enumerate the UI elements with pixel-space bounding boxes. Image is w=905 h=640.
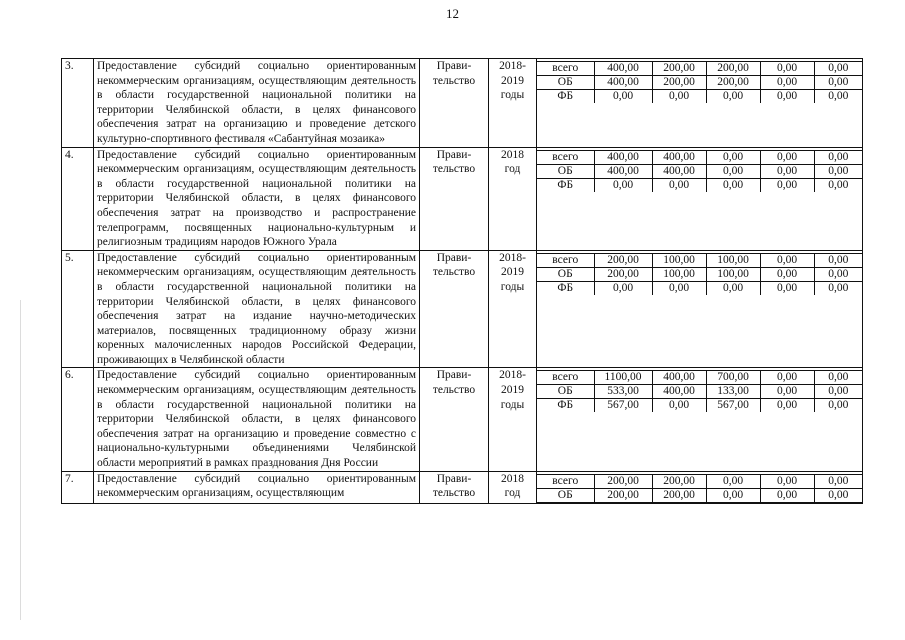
funding-amount: 200,00 <box>652 474 706 488</box>
funding-amount: 400,00 <box>594 76 652 90</box>
funding-source: всего <box>537 371 594 385</box>
financing-cell <box>537 250 863 368</box>
funding-amount: 0,00 <box>706 281 760 295</box>
funding-amount: 100,00 <box>706 267 760 281</box>
executor: Прави-тельство <box>420 59 489 148</box>
funding-amount: 0,00 <box>814 90 862 104</box>
funding-source: ОБ <box>537 488 594 502</box>
table-row <box>62 250 863 368</box>
table-row <box>62 147 863 250</box>
financing-row <box>537 253 862 267</box>
financing-row <box>537 474 862 488</box>
financing-table <box>537 61 862 103</box>
measure-description: Предоставление субсидий социально ориентированным некоммерческим организациям, осуществляющим деятельность в области государственной национальной политики на территории Челябинской области, в целях финансового обеспечения затрат на производство и распространение телепрограмм, посвященных национально-культурным и религиозным традициям народов Южного Урала <box>94 147 420 250</box>
table-row <box>62 59 863 148</box>
funding-amount: 0,00 <box>760 371 814 385</box>
funding-amount: 0,00 <box>760 385 814 399</box>
funding-amount: 0,00 <box>652 90 706 104</box>
financing-row <box>537 281 862 295</box>
funding-amount: 200,00 <box>652 62 706 76</box>
financing-row <box>537 90 862 104</box>
funding-amount: 0,00 <box>706 178 760 192</box>
funding-amount: 567,00 <box>706 399 760 413</box>
scan-margin-line <box>20 300 21 620</box>
financing-row <box>537 150 862 164</box>
funding-amount: 0,00 <box>814 474 862 488</box>
funding-amount: 400,00 <box>652 164 706 178</box>
page-number: 12 <box>446 6 459 21</box>
funding-amount: 0,00 <box>760 488 814 502</box>
funding-amount: 200,00 <box>594 488 652 502</box>
funding-amount: 0,00 <box>652 178 706 192</box>
funding-amount: 0,00 <box>706 474 760 488</box>
funding-amount: 0,00 <box>814 62 862 76</box>
financing-cell <box>537 368 863 471</box>
funding-amount: 100,00 <box>706 253 760 267</box>
executor: Прави-тельство <box>420 368 489 471</box>
funding-source: ФБ <box>537 90 594 104</box>
funding-amount: 0,00 <box>814 281 862 295</box>
financing-row <box>537 267 862 281</box>
funding-amount: 0,00 <box>814 371 862 385</box>
implementation-period: 2018 год <box>489 471 537 503</box>
funding-amount: 0,00 <box>760 62 814 76</box>
financing-table <box>537 370 862 412</box>
funding-amount: 0,00 <box>706 90 760 104</box>
financing-row <box>537 385 862 399</box>
measure-description: Предоставление субсидий социально ориентированным некоммерческим организациям, осуществляющим <box>94 471 420 503</box>
funding-amount: 0,00 <box>814 385 862 399</box>
funding-amount: 0,00 <box>760 164 814 178</box>
financing-row <box>537 399 862 413</box>
funding-amount: 200,00 <box>594 267 652 281</box>
funding-amount: 200,00 <box>706 62 760 76</box>
funding-amount: 0,00 <box>594 281 652 295</box>
financing-row <box>537 488 862 502</box>
funding-source: ФБ <box>537 281 594 295</box>
implementation-period: 2018 год <box>489 147 537 250</box>
funding-source: всего <box>537 150 594 164</box>
funding-amount: 0,00 <box>760 399 814 413</box>
funding-amount: 200,00 <box>652 76 706 90</box>
financing-cell <box>537 471 863 503</box>
funding-amount: 0,00 <box>814 399 862 413</box>
funding-amount: 0,00 <box>760 267 814 281</box>
funding-amount: 200,00 <box>706 76 760 90</box>
funding-amount: 0,00 <box>814 488 862 502</box>
implementation-period: 2018-2019 годы <box>489 59 537 148</box>
funding-amount: 533,00 <box>594 385 652 399</box>
funding-amount: 0,00 <box>594 90 652 104</box>
table-row <box>62 368 863 471</box>
funding-amount: 200,00 <box>594 474 652 488</box>
row-number: 3. <box>62 59 94 148</box>
funding-amount: 400,00 <box>652 385 706 399</box>
financing-cell <box>537 59 863 148</box>
funding-amount: 0,00 <box>814 164 862 178</box>
funding-amount: 0,00 <box>706 488 760 502</box>
executor: Прави-тельство <box>420 471 489 503</box>
funding-amount: 0,00 <box>594 178 652 192</box>
funding-amount: 0,00 <box>760 178 814 192</box>
funding-source: всего <box>537 253 594 267</box>
funding-source: ФБ <box>537 399 594 413</box>
implementation-period: 2018-2019 годы <box>489 368 537 471</box>
funding-amount: 0,00 <box>652 399 706 413</box>
funding-amount: 400,00 <box>652 371 706 385</box>
funding-amount: 0,00 <box>814 253 862 267</box>
financing-table <box>537 253 862 295</box>
funding-amount: 200,00 <box>594 253 652 267</box>
funding-amount: 0,00 <box>814 178 862 192</box>
funding-amount: 0,00 <box>760 281 814 295</box>
financing-row <box>537 178 862 192</box>
funding-amount: 200,00 <box>652 488 706 502</box>
measure-description: Предоставление субсидий социально ориентированным некоммерческим организациям, осуществляющим деятельность в области государственной национальной политики на территории Челябинской области, в целях финансового обеспечения затрат на организацию и проведение детского культурно-спортивного фестиваля «Сабантуйная мозаика» <box>94 59 420 148</box>
funding-amount: 0,00 <box>814 150 862 164</box>
funding-amount: 0,00 <box>652 281 706 295</box>
funding-amount: 0,00 <box>760 76 814 90</box>
funding-amount: 0,00 <box>706 150 760 164</box>
funding-amount: 0,00 <box>814 267 862 281</box>
row-number: 4. <box>62 147 94 250</box>
funding-amount: 1100,00 <box>594 371 652 385</box>
funding-source: ОБ <box>537 76 594 90</box>
funding-source: ОБ <box>537 385 594 399</box>
financing-table <box>537 150 862 192</box>
funding-amount: 0,00 <box>814 76 862 90</box>
implementation-period: 2018-2019 годы <box>489 250 537 368</box>
funding-amount: 400,00 <box>594 62 652 76</box>
measure-description: Предоставление субсидий социально ориентированным некоммерческим организациям, осуществляющим деятельность в области государственной национальной политики на территории Челябинской области, в целях финансового обеспечения затрат на издание научно-методических материалов, посвященных традиционному образу жизни коренных малочисленных народов Российской Федерации, проживающих в Челябинской области <box>94 250 420 368</box>
financing-row <box>537 371 862 385</box>
funding-source: ОБ <box>537 267 594 281</box>
funding-amount: 0,00 <box>760 474 814 488</box>
row-number: 7. <box>62 471 94 503</box>
funding-amount: 700,00 <box>706 371 760 385</box>
funding-amount: 100,00 <box>652 253 706 267</box>
measure-description: Предоставление субсидий социально ориентированным некоммерческим организациям, осуществляющим деятельность в области государственной национальной политики на территории Челябинской области, в целях финансового обеспечения затрат на организацию и проведение совместно с национально-культурными объединениями Челябинской области мероприятий в рамках празднования Дня России <box>94 368 420 471</box>
funding-amount: 0,00 <box>760 90 814 104</box>
table-row <box>62 471 863 503</box>
funding-amount: 0,00 <box>706 164 760 178</box>
financing-row <box>537 62 862 76</box>
funding-amount: 0,00 <box>760 253 814 267</box>
executor: Прави-тельство <box>420 250 489 368</box>
financing-table <box>537 474 862 503</box>
funding-amount: 0,00 <box>760 150 814 164</box>
funding-source: ФБ <box>537 178 594 192</box>
funding-amount: 400,00 <box>652 150 706 164</box>
program-measures-table <box>61 58 863 504</box>
funding-source: всего <box>537 474 594 488</box>
funding-amount: 400,00 <box>594 164 652 178</box>
executor: Прави-тельство <box>420 147 489 250</box>
row-number: 5. <box>62 250 94 368</box>
funding-source: всего <box>537 62 594 76</box>
row-number: 6. <box>62 368 94 471</box>
funding-amount: 567,00 <box>594 399 652 413</box>
financing-row <box>537 164 862 178</box>
funding-amount: 400,00 <box>594 150 652 164</box>
financing-row <box>537 76 862 90</box>
funding-amount: 100,00 <box>652 267 706 281</box>
funding-source: ОБ <box>537 164 594 178</box>
financing-cell <box>537 147 863 250</box>
funding-amount: 133,00 <box>706 385 760 399</box>
